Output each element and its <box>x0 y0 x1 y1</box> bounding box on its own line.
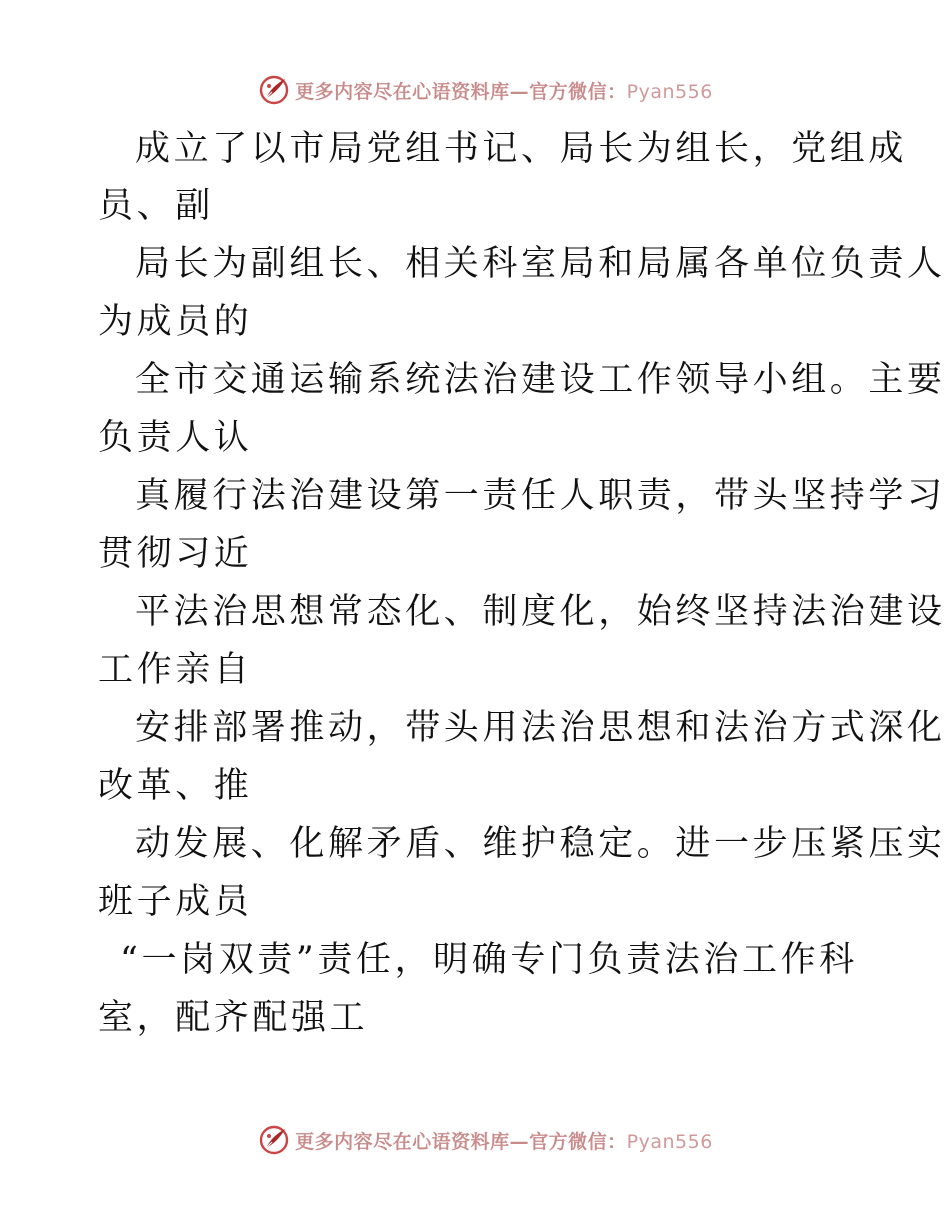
paragraph-5-line-1: 平法治思想常态化、制度化，始终坚持法治建设 <box>135 592 946 632</box>
header-watermark-text <box>295 77 713 104</box>
paragraph-8-line-1: “一岗双责”责任，明确专门负责法治工作科 <box>120 940 858 980</box>
header-watermark <box>0 70 950 110</box>
paragraph-1-line-2: 员、副 <box>98 186 214 226</box>
paragraph-6-line-1: 安排部署推动，带头用法治思想和法治方式深化 <box>135 708 946 748</box>
paragraph-7-line-2: 班子成员 <box>98 882 253 922</box>
paragraph-4-line-1: 真履行法治建设第一责任人职责，带头坚持学习 <box>135 476 946 516</box>
footer-watermark-id: Pyan556 <box>626 1130 713 1153</box>
paragraph-2-line-2: 为成员的 <box>98 302 253 342</box>
paragraph-5-line-2: 工作亲自 <box>98 650 253 690</box>
footer-watermark-label: 更多内容尽在心语资料库—官方微信： <box>295 1130 627 1153</box>
paragraph-2-line-1: 局长为副组长、相关科室局和局属各单位负责人 <box>135 244 946 284</box>
header-watermark-label: 更多内容尽在心语资料库—官方微信： <box>295 80 627 103</box>
paragraph-3-line-2: 负责人认 <box>98 418 253 458</box>
paragraph-6-line-2: 改革、推 <box>98 766 253 806</box>
paragraph-7-line-1: 动发展、化解矛盾、维护稳定。进一步压紧压实 <box>135 824 946 864</box>
header-watermark-id: Pyan556 <box>626 80 713 103</box>
header-watermark-content <box>257 73 713 107</box>
footer-watermark <box>0 1120 950 1160</box>
paragraph-1-line-1: 成立了以市局党组书记、局长为组长，党组成 <box>135 129 908 169</box>
paragraph-8-line-2: 室，配齐配强工 <box>98 998 369 1038</box>
footer-watermark-text <box>295 1127 713 1154</box>
quill-pen-logo-icon <box>257 73 291 107</box>
footer-watermark-content <box>257 1123 713 1157</box>
paragraph-4-line-2: 贯彻习近 <box>98 534 253 574</box>
paragraph-3-line-1: 全市交通运输系统法治建设工作领导小组。主要 <box>135 360 946 400</box>
quill-pen-logo-icon <box>257 1123 291 1157</box>
